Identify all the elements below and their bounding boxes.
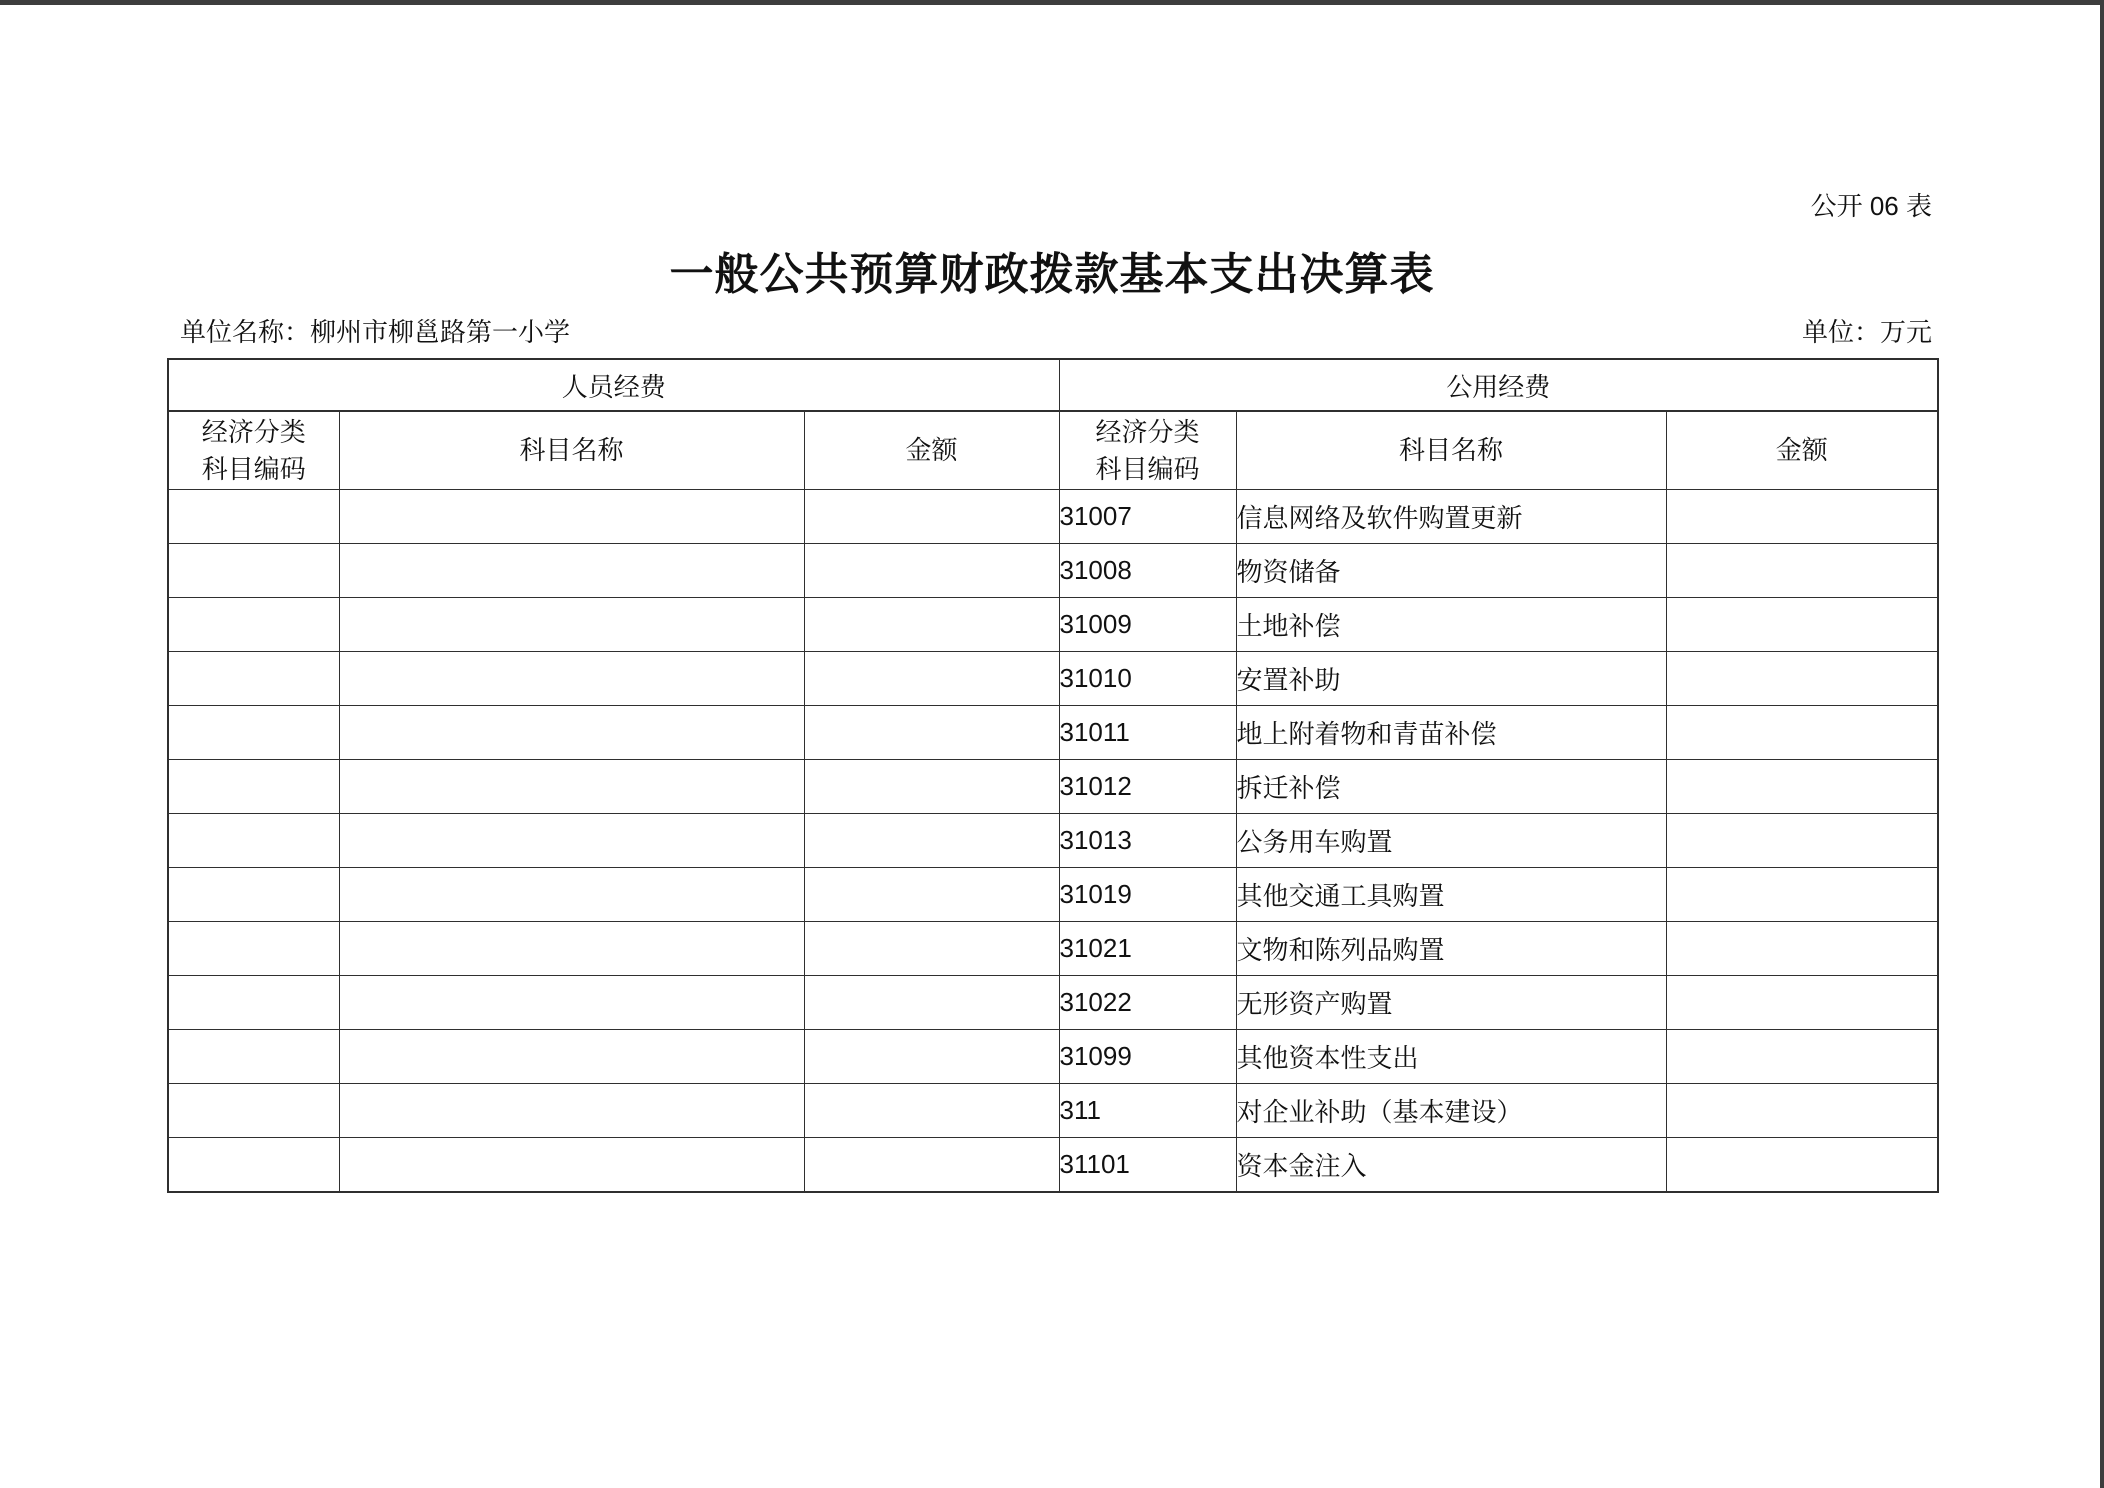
group-header-public-funds: 公用经费 xyxy=(1059,359,1938,411)
left-amount-cell xyxy=(804,652,1059,706)
right-name-cell: 资本金注入 xyxy=(1236,1138,1666,1193)
left-name-cell xyxy=(339,1084,804,1138)
table-row xyxy=(168,868,1938,922)
right-amount-cell xyxy=(1666,760,1938,814)
left-amount-cell xyxy=(804,544,1059,598)
right-code-cell: 31007 xyxy=(1059,490,1236,544)
col-header-right-code-line2: 科目编码 xyxy=(1095,453,1200,484)
col-header-right-name: 科目名称 xyxy=(1236,411,1666,490)
col-header-right-code xyxy=(1059,411,1236,490)
left-name-cell xyxy=(339,760,804,814)
left-amount-cell xyxy=(804,598,1059,652)
left-amount-cell xyxy=(804,814,1059,868)
right-amount-cell xyxy=(1666,1084,1938,1138)
right-amount-cell xyxy=(1666,922,1938,976)
left-code-cell xyxy=(168,706,339,760)
left-name-cell xyxy=(339,868,804,922)
col-header-right-amount: 金额 xyxy=(1666,411,1938,490)
right-name-cell: 无形资产购置 xyxy=(1236,976,1666,1030)
right-code-cell: 31101 xyxy=(1059,1138,1236,1193)
left-name-cell xyxy=(339,652,804,706)
left-code-cell xyxy=(168,1030,339,1084)
right-code-cell: 31021 xyxy=(1059,922,1236,976)
group-header-row xyxy=(168,359,1938,411)
col-header-right-code-line1: 经济分类 xyxy=(1095,416,1200,447)
left-code-cell xyxy=(168,544,339,598)
right-amount-cell xyxy=(1666,976,1938,1030)
unit-name-label: 单位名称：柳州市柳邕路第一小学 xyxy=(180,317,571,347)
right-name-cell: 其他资本性支出 xyxy=(1236,1030,1666,1084)
left-amount-cell xyxy=(804,1084,1059,1138)
left-code-cell xyxy=(168,922,339,976)
page-right-edge xyxy=(2100,0,2104,1488)
right-amount-cell xyxy=(1666,1030,1938,1084)
right-code-cell: 31022 xyxy=(1059,976,1236,1030)
table-row xyxy=(168,1138,1938,1193)
right-name-cell: 公务用车购置 xyxy=(1236,814,1666,868)
left-code-cell xyxy=(168,976,339,1030)
left-code-cell xyxy=(168,1084,339,1138)
left-amount-cell xyxy=(804,868,1059,922)
col-header-left-code-line1: 经济分类 xyxy=(201,416,306,447)
page-title: 一般公共预算财政拨款基本支出决算表 xyxy=(669,250,1435,299)
right-code-cell: 31019 xyxy=(1059,868,1236,922)
expenditure-table xyxy=(167,358,1939,1193)
table-row xyxy=(168,976,1938,1030)
col-header-left-code xyxy=(168,411,339,490)
table-row xyxy=(168,544,1938,598)
right-amount-cell xyxy=(1666,706,1938,760)
left-amount-cell xyxy=(804,706,1059,760)
left-name-cell xyxy=(339,1030,804,1084)
table-row xyxy=(168,598,1938,652)
left-code-cell xyxy=(168,814,339,868)
right-code-cell: 31012 xyxy=(1059,760,1236,814)
group-header-personnel-funds: 人员经费 xyxy=(168,359,1059,411)
right-name-cell: 安置补助 xyxy=(1236,652,1666,706)
right-amount-cell xyxy=(1666,652,1938,706)
col-header-left-name: 科目名称 xyxy=(339,411,804,490)
left-name-cell xyxy=(339,490,804,544)
form-number-label: 公开 06 表 xyxy=(1810,191,1932,221)
left-code-cell xyxy=(168,868,339,922)
right-name-cell: 其他交通工具购置 xyxy=(1236,868,1666,922)
left-name-cell xyxy=(339,922,804,976)
table-row xyxy=(168,490,1938,544)
table-row xyxy=(168,922,1938,976)
left-code-cell xyxy=(168,598,339,652)
right-amount-cell xyxy=(1666,598,1938,652)
right-name-cell: 文物和陈列品购置 xyxy=(1236,922,1666,976)
table-row xyxy=(168,760,1938,814)
left-amount-cell xyxy=(804,976,1059,1030)
left-code-cell xyxy=(168,652,339,706)
table-row xyxy=(168,706,1938,760)
left-amount-cell xyxy=(804,490,1059,544)
left-amount-cell xyxy=(804,1138,1059,1193)
right-amount-cell xyxy=(1666,544,1938,598)
left-amount-cell xyxy=(804,922,1059,976)
right-name-cell: 拆迁补偿 xyxy=(1236,760,1666,814)
left-name-cell xyxy=(339,544,804,598)
table-row xyxy=(168,652,1938,706)
right-name-cell: 地上附着物和青苗补偿 xyxy=(1236,706,1666,760)
right-amount-cell xyxy=(1666,490,1938,544)
table-body xyxy=(168,490,1938,1193)
left-name-cell xyxy=(339,976,804,1030)
right-amount-cell xyxy=(1666,814,1938,868)
column-header-row xyxy=(168,411,1938,490)
right-code-cell: 31013 xyxy=(1059,814,1236,868)
left-name-cell xyxy=(339,598,804,652)
left-code-cell xyxy=(168,760,339,814)
table-row xyxy=(168,1030,1938,1084)
col-header-left-code-line2: 科目编码 xyxy=(201,453,306,484)
table-row xyxy=(168,1084,1938,1138)
right-name-cell: 物资储备 xyxy=(1236,544,1666,598)
right-code-cell: 31009 xyxy=(1059,598,1236,652)
left-amount-cell xyxy=(804,760,1059,814)
left-name-cell xyxy=(339,1138,804,1193)
left-amount-cell xyxy=(804,1030,1059,1084)
right-amount-cell xyxy=(1666,1138,1938,1193)
right-code-cell: 31099 xyxy=(1059,1030,1236,1084)
left-code-cell xyxy=(168,1138,339,1193)
right-code-cell: 31008 xyxy=(1059,544,1236,598)
right-name-cell: 信息网络及软件购置更新 xyxy=(1236,490,1666,544)
right-code-cell: 31010 xyxy=(1059,652,1236,706)
right-amount-cell xyxy=(1666,868,1938,922)
table-row xyxy=(168,814,1938,868)
unit-of-measure-label: 单位：万元 xyxy=(1801,317,1932,347)
page-top-edge xyxy=(0,0,2104,5)
right-code-cell: 31011 xyxy=(1059,706,1236,760)
right-code-cell: 311 xyxy=(1059,1084,1236,1138)
right-name-cell: 土地补偿 xyxy=(1236,598,1666,652)
meta-row xyxy=(180,312,1932,349)
left-name-cell xyxy=(339,814,804,868)
left-name-cell xyxy=(339,706,804,760)
left-code-cell xyxy=(168,490,339,544)
right-name-cell: 对企业补助（基本建设） xyxy=(1236,1084,1666,1138)
col-header-left-amount: 金额 xyxy=(804,411,1059,490)
